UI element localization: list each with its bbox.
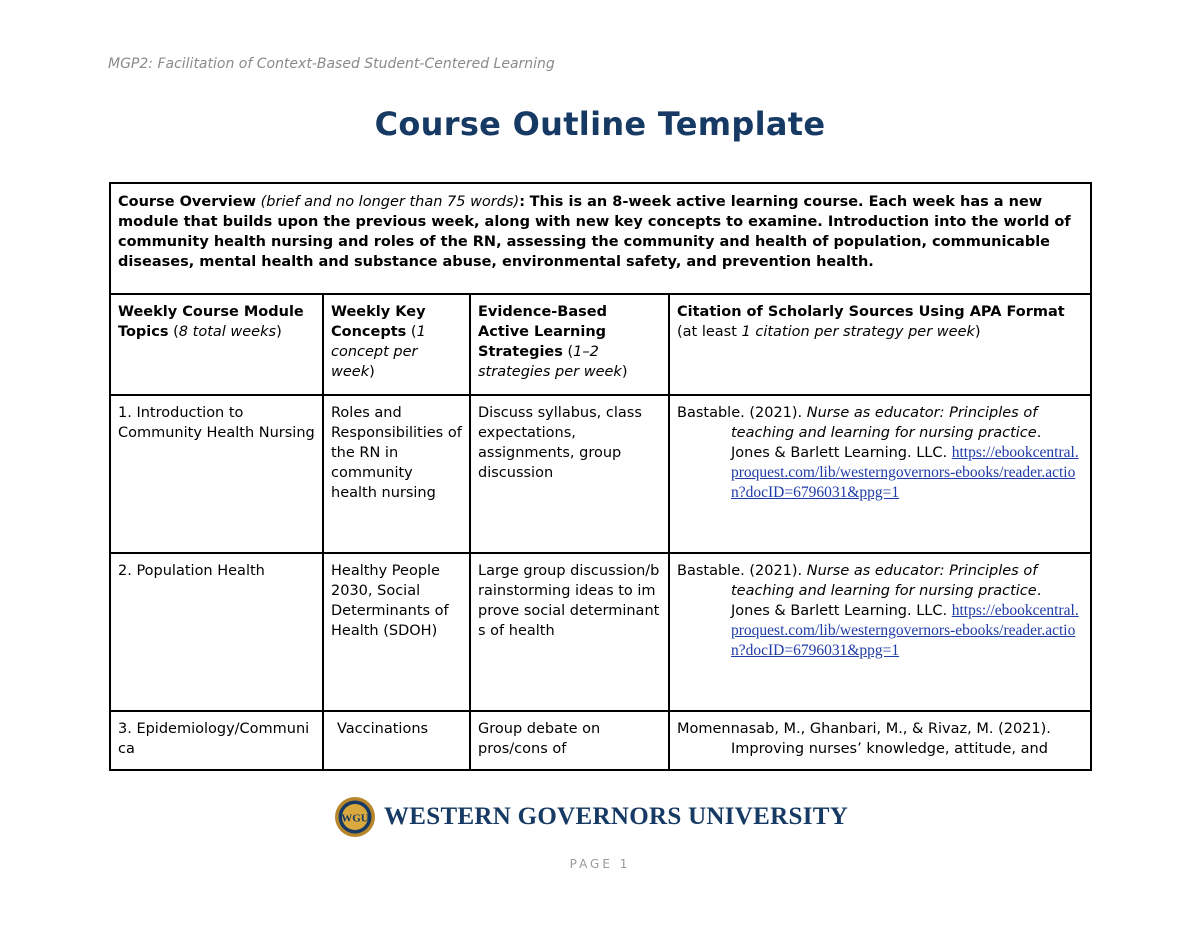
citation-author: Bastable. (2021). bbox=[677, 563, 807, 579]
table-row bbox=[110, 553, 1091, 711]
column-header-label: Citation of Scholarly Sources Using APA Format bbox=[677, 304, 1065, 320]
column-header-label: Weekly Key Concepts bbox=[331, 304, 426, 340]
overview-cell bbox=[110, 183, 1091, 294]
citation-publisher: . Jones & Barlett Learning. LLC. bbox=[731, 583, 1042, 619]
citation-cell bbox=[669, 553, 1091, 711]
concept-cell: Roles and Responsibilities of the RN in community health nursing bbox=[323, 395, 470, 553]
citation-title: Nurse as educator: Principles of teaching and learning for nursing practice bbox=[731, 563, 1038, 599]
overview-label-note: (brief and no longer than 75 words) bbox=[260, 194, 520, 210]
strategy-cell: Group debate on pros/cons of bbox=[470, 711, 669, 770]
column-header-note: 1–2 strategies per week bbox=[478, 344, 622, 380]
citation-publisher: . Jones & Barlett Learning. LLC. bbox=[731, 425, 1042, 461]
overview-row bbox=[110, 183, 1091, 294]
column-header: Evidence-Based Active Learning Strategies (1–2 strategies per week) bbox=[470, 294, 669, 395]
page-title: Course Outline Template bbox=[374, 105, 826, 143]
citation-link[interactable]: https://ebookcentral.proquest.com/lib/westerngovernors-ebooks/reader.action?docID=6796031&ppg=1 bbox=[731, 444, 1079, 501]
overview-colon: : bbox=[519, 194, 525, 210]
wgu-seal-icon bbox=[334, 796, 376, 838]
wgu-wordmark: WESTERN GOVERNORS UNIVERSITY bbox=[384, 803, 849, 830]
wgu-seal-text: WGU bbox=[341, 812, 369, 825]
overview-label: Course Overview bbox=[118, 194, 257, 210]
course-outline-table bbox=[109, 182, 1092, 771]
wgu-logo bbox=[334, 796, 848, 838]
citation-title: Nurse as educator: Principles of teaching and learning for nursing practice bbox=[731, 405, 1038, 441]
column-header-note-italic: 1 citation per strategy per week bbox=[741, 324, 975, 340]
column-header-note: 8 total weeks bbox=[178, 324, 277, 340]
column-header-label: Weekly Course Module Topics bbox=[118, 304, 304, 340]
topic-cell: 1. Introduction to Community Health Nursing bbox=[110, 395, 323, 553]
citation-cell bbox=[669, 711, 1091, 770]
strategy-cell: Discuss syllabus, class expectations, assignments, group discussion bbox=[470, 395, 669, 553]
column-header: Weekly Course Module Topics (8 total weeks) bbox=[110, 294, 323, 395]
column-header bbox=[669, 294, 1091, 395]
page-number: PAGE 1 bbox=[569, 857, 631, 871]
topic-cell: 3. Epidemiology/Communica bbox=[110, 711, 323, 770]
strategy-cell: Large group discussion/brainstorming ideas to improve social determinants of health bbox=[470, 553, 669, 711]
table-row bbox=[110, 395, 1091, 553]
citation-author: Bastable. (2021). bbox=[677, 405, 807, 421]
table-header-row bbox=[110, 294, 1091, 395]
column-header-note-end: ) bbox=[974, 324, 981, 340]
topic-cell: 2. Population Health bbox=[110, 553, 323, 711]
column-header-note: 1 concept per week bbox=[331, 324, 426, 380]
header-note: MGP2: Facilitation of Context-Based Student-Centered Learning bbox=[108, 56, 555, 72]
citation-cell bbox=[669, 395, 1091, 553]
column-header-label: Evidence-Based Active Learning Strategies bbox=[478, 304, 607, 360]
concept-cell: Vaccinations bbox=[323, 711, 470, 770]
table-row bbox=[110, 711, 1091, 770]
column-header: Weekly Key Concepts (1 concept per week) bbox=[323, 294, 470, 395]
citation-link[interactable]: https://ebookcentral.proquest.com/lib/westerngovernors-ebooks/reader.action?docID=6796031&ppg=1 bbox=[731, 602, 1079, 659]
citation-text: Momennasab, M., Ghanbari, M., & Rivaz, M. (2021). Improving nurses’ knowledge, attitude, and bbox=[677, 721, 1051, 757]
concept-cell: Healthy People 2030, Social Determinants of Health (SDOH) bbox=[323, 553, 470, 711]
column-header-note: (at least bbox=[677, 324, 742, 340]
overview-text: This is an 8-week active learning course. Each week has a new module that builds upon the previous week, along with new key concepts to examine. Introduction into the world of community health nursing and roles of the RN, assessing the community and health of population, communicable diseases, mental health and substance abuse, environmental safety, and prevention health. bbox=[118, 194, 1071, 270]
